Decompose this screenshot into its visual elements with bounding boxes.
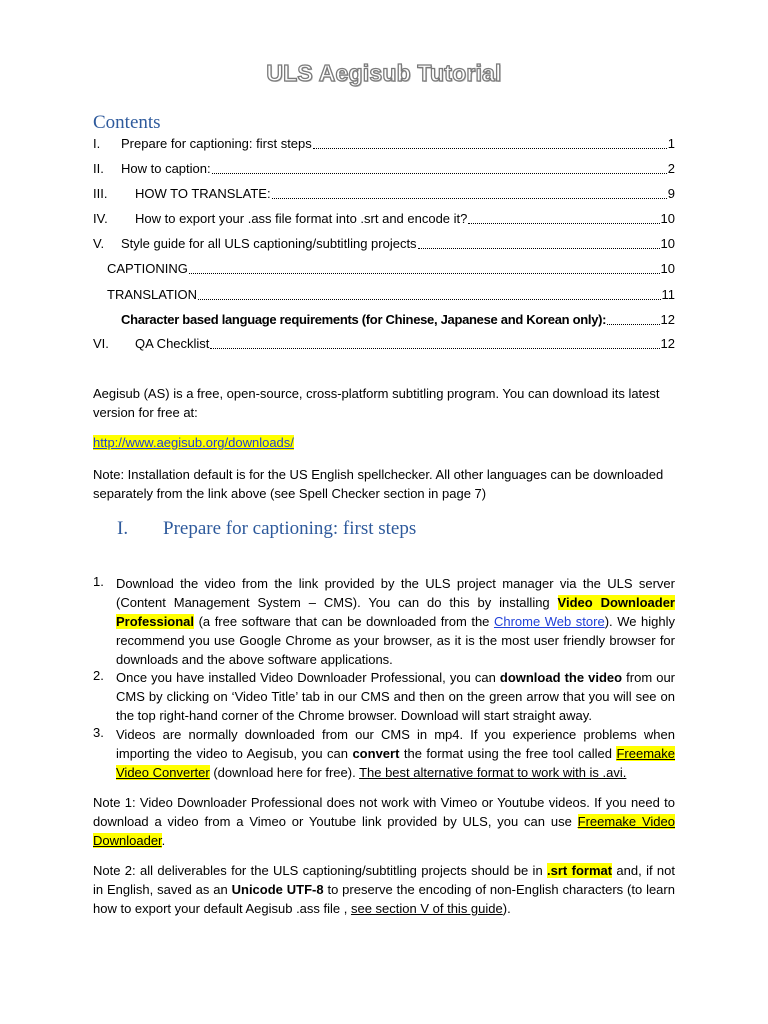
software-name-highlight: Video Downloader Professional xyxy=(116,595,675,629)
toc-entry[interactable] xyxy=(107,286,675,304)
freemake-video-downloader-link[interactable]: Freemake Video Downloader xyxy=(93,814,675,848)
bold-text: convert xyxy=(352,746,400,761)
text-run: Note 2: all deliverables for the ULS captioning/subtitling projects should be in xyxy=(93,863,548,878)
toc-leader-dots xyxy=(607,323,659,325)
toc-entry-label: HOW TO TRANSLATE: xyxy=(135,186,271,201)
list-item-number: 2. xyxy=(93,668,104,683)
list-item-text xyxy=(116,574,675,669)
toc-entry[interactable] xyxy=(93,235,675,253)
section-title: Prepare for captioning: first steps xyxy=(163,518,417,539)
toc-leader-dots xyxy=(189,272,660,274)
download-link[interactable]: http://www.aegisub.org/downloads/ xyxy=(93,435,294,450)
text-run: Download the video from the link provided by the ULS project manager via the ULS server (Content Management System – CMS). You can do this by installing xyxy=(116,576,675,610)
download-link-paragraph xyxy=(93,433,675,452)
toc-entry-page: 1 xyxy=(667,136,675,151)
text-run: and, if not in English, saved as an xyxy=(93,863,675,897)
text-run: . xyxy=(161,833,166,848)
text-run: (a free software that can be downloaded from the xyxy=(194,614,494,629)
toc-entry-number: VI. xyxy=(93,336,109,351)
toc-entry-label: How to export your .ass file format into .srt and encode it? xyxy=(135,211,468,226)
toc-entry-page: 10 xyxy=(660,261,675,276)
toc-entry[interactable] xyxy=(93,135,675,153)
toc-leader-dots xyxy=(210,347,659,349)
toc-entry-label: CAPTIONING xyxy=(107,261,188,276)
toc-leader-dots xyxy=(468,222,659,224)
text-run: from our CMS by clicking on ‘Video Title’ tab in our CMS and then on the green arrow that you will see on the top right-hand corner of the Chrome browser. Download will start straight away. xyxy=(116,670,676,723)
toc-entry-page: 2 xyxy=(667,161,675,176)
text-run: Videos are normally downloaded from our CMS in mp4. If you experience problems when importing the video to Aegisub, you can xyxy=(116,727,675,761)
toc-leader-dots xyxy=(418,247,660,249)
intro-paragraph: Aegisub (AS) is a free, open-source, cross-platform subtitling program. You can download its latest version for free at: xyxy=(93,386,660,420)
text-run: ). We highly recommend you use Google Chrome as your browser, as it is the most user friendly browser for downloads and the above software applications. xyxy=(116,614,675,667)
bold-text: Unicode UTF-8 xyxy=(231,882,324,897)
text-run: to preserve the encoding of non-English characters (to learn how to export your default Aegisub .ass file , xyxy=(93,882,675,916)
toc-entry[interactable] xyxy=(93,335,675,353)
toc-entry[interactable] xyxy=(107,260,675,278)
text-run: Note 1: Video Downloader Professional does not work with Vimeo or Youtube videos. If you need to download a video from a Vimeo or Youtube link provided by ULS, you can use xyxy=(93,795,675,829)
toc-entry-page: 10 xyxy=(660,236,675,251)
toc-entry-label: Style guide for all ULS captioning/subtitling projects xyxy=(121,236,417,251)
srt-format-highlight: .srt format xyxy=(547,863,613,878)
toc-entry-page: 12 xyxy=(660,336,675,351)
toc-entry-page: 9 xyxy=(667,186,675,201)
section-number: I. xyxy=(117,518,129,539)
toc-entry[interactable] xyxy=(93,160,675,178)
toc-leader-dots xyxy=(313,147,667,149)
text-run: ). xyxy=(502,901,511,916)
list-item-text xyxy=(116,668,675,725)
toc-entry-number: I. xyxy=(93,136,101,151)
list-item-number: 3. xyxy=(93,725,104,740)
toc-entry-page: 11 xyxy=(661,287,675,302)
toc-entry-number: II. xyxy=(93,161,104,176)
toc-entry-label: How to caption: xyxy=(121,161,211,176)
toc-entry-number: III. xyxy=(93,186,108,201)
toc-leader-dots xyxy=(272,197,667,199)
toc-entry-label: TRANSLATION xyxy=(107,287,198,302)
underlined-text: The best alternative format to work with is .avi. xyxy=(359,765,627,780)
toc-entry-number: V. xyxy=(93,236,105,251)
document-title: ULS Aegisub Tutorial xyxy=(266,60,502,86)
list-item-number: 1. xyxy=(93,574,104,589)
toc-entry[interactable] xyxy=(93,185,675,203)
freemake-video-converter-link[interactable]: Freemake Video Converter xyxy=(116,746,675,780)
toc-entry-label: Prepare for captioning: first steps xyxy=(121,136,312,151)
text-run: Once you have installed Video Downloader Professional, you can xyxy=(116,670,500,685)
section-heading xyxy=(117,518,416,540)
install-note: Note: Installation default is for the US English spellchecker. All other languages can be downloaded separately from the link above (see Spell Checker section in page 7) xyxy=(93,467,664,501)
toc-entry-page: 12 xyxy=(660,312,675,327)
list-item-text xyxy=(116,725,675,782)
chrome-web-store-link[interactable]: Chrome Web store xyxy=(493,614,605,629)
bold-text: download the video xyxy=(499,670,623,685)
toc-leader-dots xyxy=(198,298,660,300)
toc-entry-label: QA Checklist xyxy=(135,336,210,351)
note-1 xyxy=(93,793,675,850)
toc-entry-page: 10 xyxy=(660,211,675,226)
toc-entry-number: IV. xyxy=(93,211,108,226)
toc-entry-label: Character based language requirements (for Chinese, Japanese and Korean only): xyxy=(121,312,607,327)
note-2 xyxy=(93,861,675,918)
text-run: (download here for free). xyxy=(209,765,360,780)
toc-entry[interactable] xyxy=(121,311,675,329)
toc-leader-dots xyxy=(212,172,667,174)
contents-heading: Contents xyxy=(93,112,161,133)
text-run: the format using the free tool called xyxy=(399,746,617,761)
section-v-reference-link[interactable]: see section V of this guide xyxy=(350,901,503,916)
toc-entry[interactable] xyxy=(93,210,675,228)
